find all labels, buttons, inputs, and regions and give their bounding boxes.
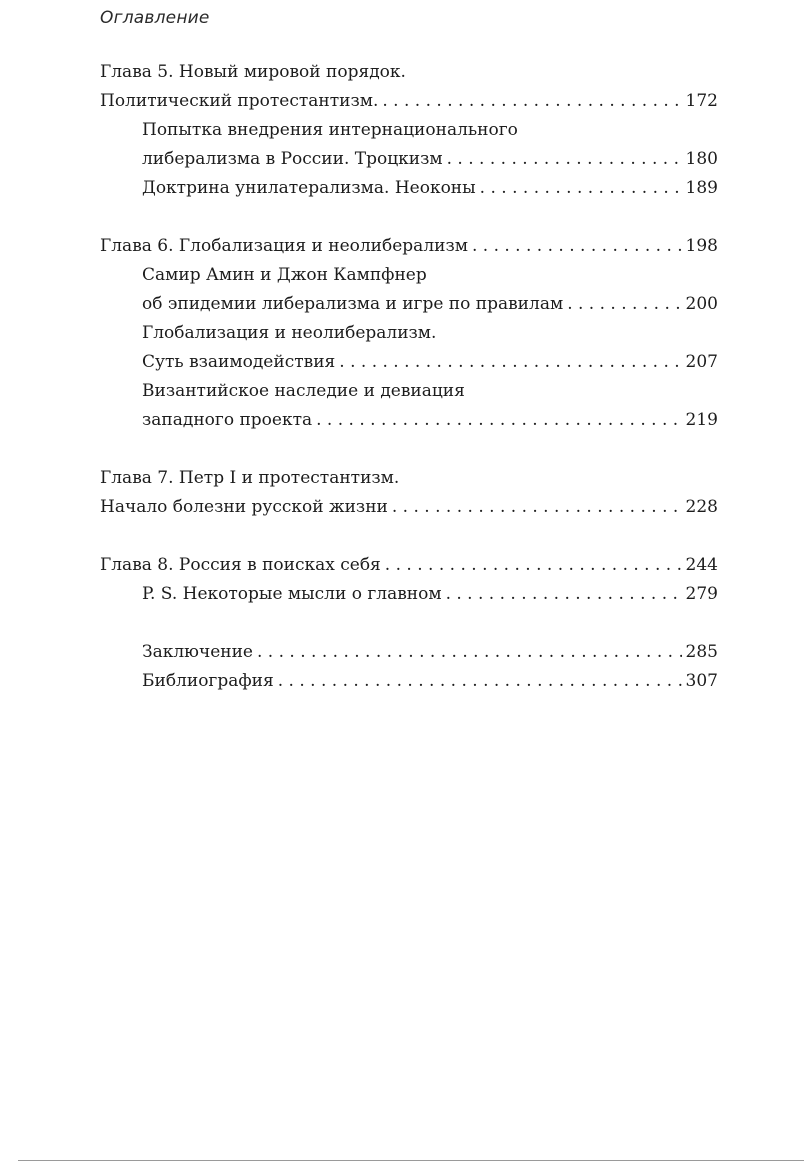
toc-entry-continued xyxy=(100,377,718,406)
toc-entry-title: об эпидемии либерализма и игре по правилам xyxy=(142,294,564,314)
dot-leader xyxy=(339,348,681,377)
toc-entry[interactable] xyxy=(100,145,718,174)
dot-leader xyxy=(278,667,682,696)
toc-entry-continued xyxy=(100,319,718,348)
toc-entry-title: Доктрина унилатерализма. Неоконы xyxy=(142,178,476,198)
toc-entry-title: Глава 5. Новый мировой порядок. xyxy=(100,62,406,82)
toc-entry-continued xyxy=(100,464,718,493)
dot-leader xyxy=(447,145,682,174)
toc-entry[interactable] xyxy=(100,580,718,609)
toc-page-number: 279 xyxy=(685,584,718,604)
toc-page-number: 200 xyxy=(685,294,718,314)
toc-entry-title: Начало болезни русской жизни xyxy=(100,497,388,517)
toc-entry-continued xyxy=(100,58,718,87)
toc-entry[interactable] xyxy=(100,638,718,667)
toc-section xyxy=(100,58,718,203)
toc-page-number: 172 xyxy=(685,91,718,111)
toc-entry[interactable] xyxy=(100,551,718,580)
dot-leader xyxy=(472,232,682,261)
toc-entry-title: Глава 6. Глобализация и неолиберализм xyxy=(100,236,468,256)
toc-entry-title: Глава 8. Россия в поисках себя xyxy=(100,555,381,575)
toc-entry[interactable] xyxy=(100,493,718,522)
toc-entry-title: Библиография xyxy=(142,671,274,691)
dot-leader xyxy=(316,406,681,435)
toc-entry-title: Глава 7. Петр I и протестантизм. xyxy=(100,468,400,488)
toc-page-number: 244 xyxy=(685,555,718,575)
toc-entry-continued xyxy=(100,261,718,290)
dot-leader xyxy=(382,87,681,116)
toc-entry[interactable] xyxy=(100,348,718,377)
dot-leader xyxy=(392,493,682,522)
toc-section xyxy=(100,551,718,609)
toc-entry[interactable] xyxy=(100,232,718,261)
toc-entry[interactable] xyxy=(100,87,718,116)
toc-entry-title: Суть взаимодействия xyxy=(142,352,336,372)
dot-leader xyxy=(567,290,681,319)
dot-leader xyxy=(385,551,682,580)
section-gap xyxy=(100,203,718,232)
toc-entry[interactable] xyxy=(100,406,718,435)
toc-page-number: 219 xyxy=(685,410,718,430)
toc-page-number: 189 xyxy=(685,178,718,198)
toc-section xyxy=(100,232,718,435)
toc-page-number: 207 xyxy=(685,352,718,372)
toc-entry-title: либерализма в России. Троцкизм xyxy=(142,149,443,169)
toc-page-number: 307 xyxy=(685,671,718,691)
toc-page-number: 198 xyxy=(685,236,718,256)
toc-entry-title: Глобализация и неолиберализм. xyxy=(142,323,437,343)
toc-entry-title: Попытка внедрения интернационального xyxy=(142,120,518,140)
toc-page-number: 228 xyxy=(685,497,718,517)
toc-entry-title: Заключение xyxy=(142,642,253,662)
toc-entry-title: западного проекта xyxy=(142,410,313,430)
running-head: Оглавление xyxy=(100,8,210,28)
section-gap xyxy=(100,522,718,551)
toc-entry-title: Византийское наследие и девиация xyxy=(142,381,465,401)
toc-page-number: 285 xyxy=(685,642,718,662)
toc-entry[interactable] xyxy=(100,290,718,319)
toc-section xyxy=(100,638,718,696)
toc-entry-continued xyxy=(100,116,718,145)
table-of-contents xyxy=(100,58,718,696)
section-gap xyxy=(100,609,718,638)
page-bottom-rule xyxy=(18,1160,804,1161)
dot-leader xyxy=(446,580,682,609)
toc-page-number: 180 xyxy=(685,149,718,169)
dot-leader xyxy=(257,638,682,667)
toc-entry[interactable] xyxy=(100,667,718,696)
toc-entry-title: P. S. Некоторые мысли о главном xyxy=(142,584,442,604)
section-gap xyxy=(100,435,718,464)
dot-leader xyxy=(480,174,682,203)
toc-entry-title: Политический протестантизм. xyxy=(100,91,379,111)
toc-entry-title: Самир Амин и Джон Кампфнер xyxy=(142,265,427,285)
toc-entry[interactable] xyxy=(100,174,718,203)
toc-section xyxy=(100,464,718,522)
